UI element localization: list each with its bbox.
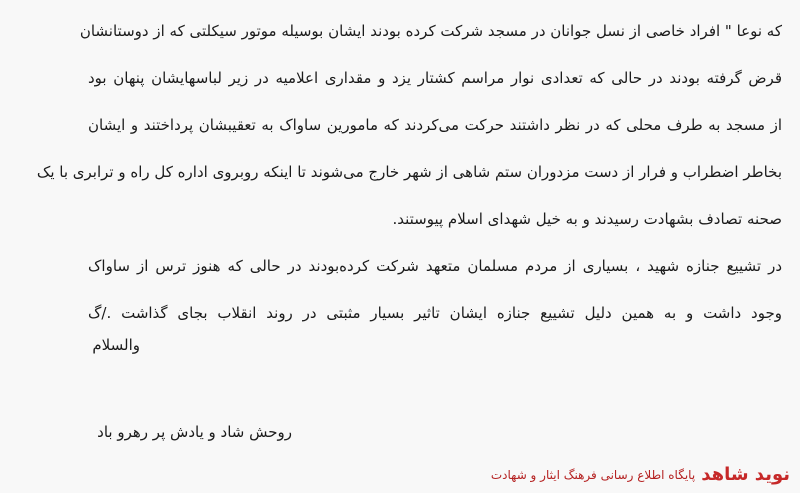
document-line-7: وجود داشت و به همین دلیل تشییع جنازه ایشان تاثیر بسیار مثبتی در روند انقلاب بجای گذاشت ./گ (88, 304, 782, 322)
site-watermark (491, 465, 790, 485)
watermark-logo: نوید شاهد (701, 464, 790, 485)
document-line-1: که نوعا " افراد خاصی از نسل جوانان در مسجد شرکت کرده بودند ایشان بوسیله موتور سیکلتی که از دوستانشان (79, 22, 782, 40)
watermark-text: پایگاه اطلاع رسانی فرهنگ ایثار و شهادت (490, 468, 696, 482)
document-line-4: بخاطر اضطراب و فرار از دست مزدوران ستم شاهی از شهر خارج می‌شوند تا اینکه روبروی اداره کل راه و ترابری با یک (36, 163, 782, 181)
document-line-5: صحنه تصادف بشهادت رسیدند و به خیل شهدای اسلام پیوستند. (392, 210, 782, 228)
document-line-3: از مسجد به طرف محلی که در نظر داشتند حرکت می‌کردند که مامورین ساواک به تعقیبشان پرداختند و ایشان (88, 116, 782, 134)
closing-salutation: والسلام (92, 336, 140, 354)
document-line-2: قرض گرفته بودند در حالی که تعدادی نوار مراسم کشتار یزد و مقداری اعلامیه در زیر لباسهایشان پنهان بود (88, 69, 782, 87)
closing-blessing: روحش شاد و یادش پر رهرو باد (97, 423, 292, 441)
document-line-6: در تشییع جنازه شهید ، بسیاری از مردم مسلمان متعهد شرکت کرده‌بودند در حالی که هنوز ترس از ساواک (88, 257, 782, 275)
document-body (36, 8, 782, 337)
